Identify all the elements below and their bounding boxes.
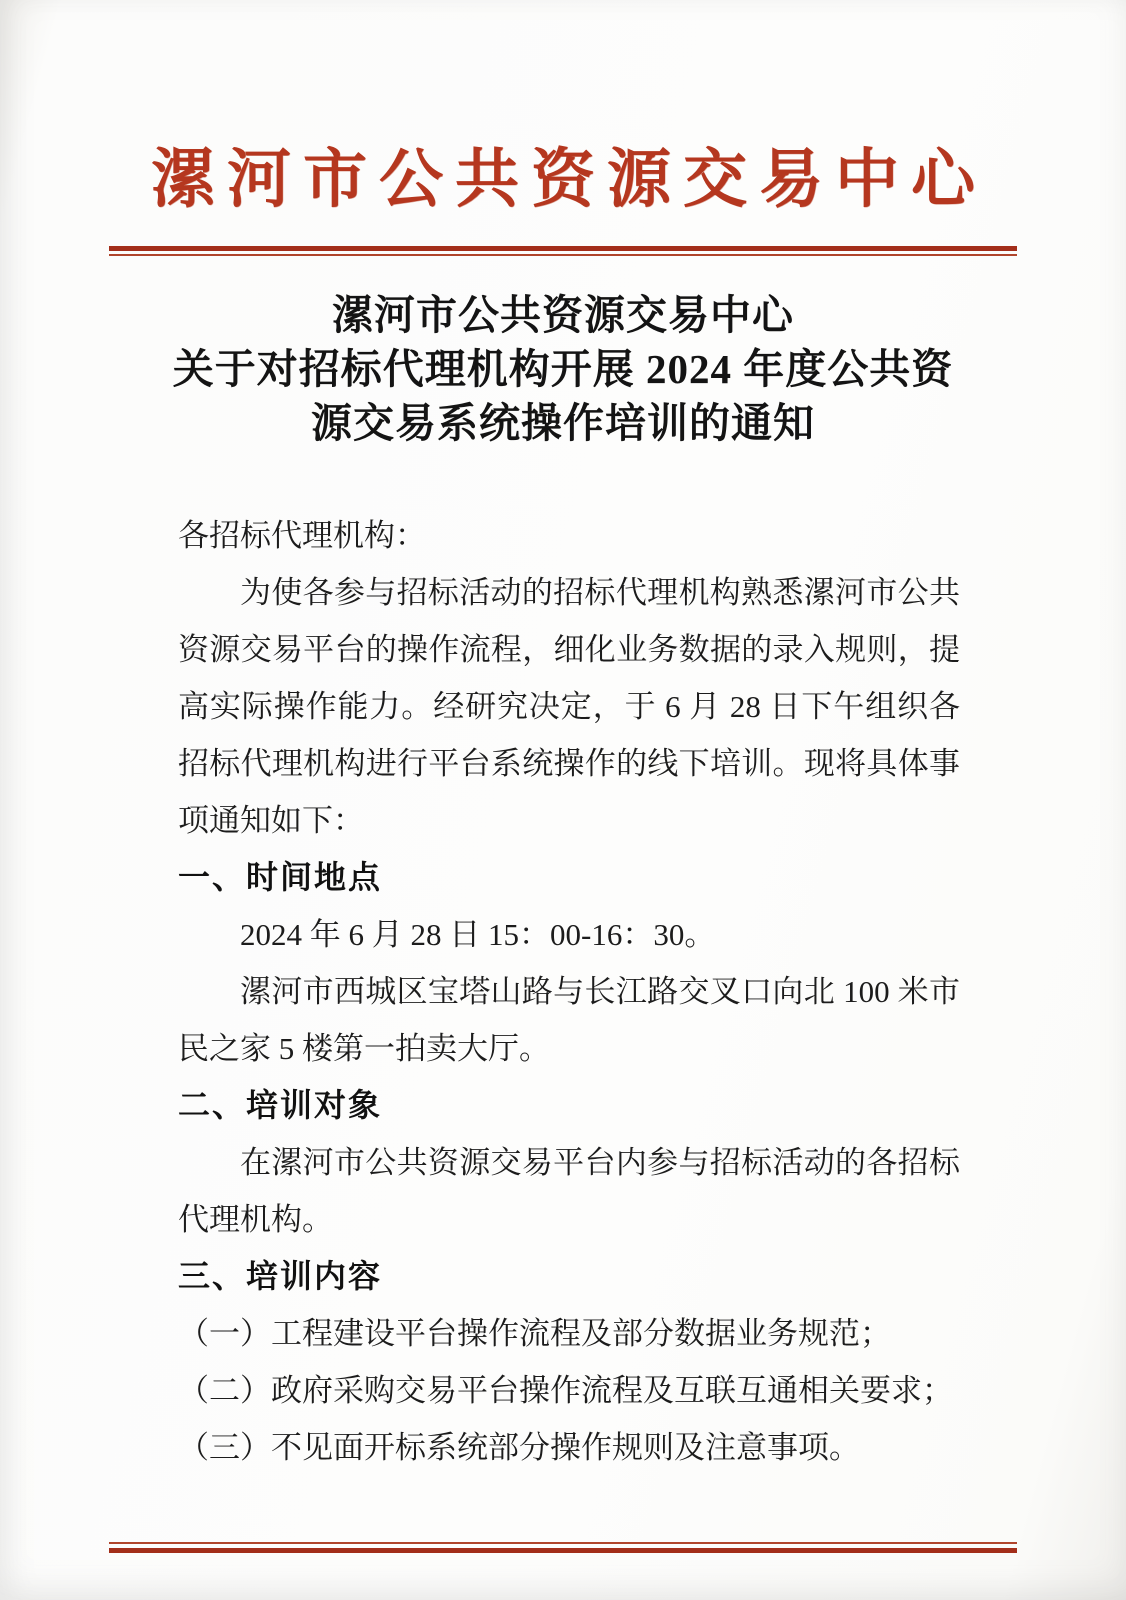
letterhead-rule <box>109 246 1017 256</box>
salutation: 各招标代理机构： <box>178 518 426 553</box>
document-body <box>178 507 960 1476</box>
letterhead-org-name: 漯河市公共资源交易中心 <box>151 144 987 215</box>
section-heading-time-place: 一、时间地点 <box>178 859 383 895</box>
document-title-line-1: 漯河市公共资源交易中心 <box>332 292 794 338</box>
content-item-2: （二）政府采购交易平台操作流程及互联互通相关要求； <box>178 1373 953 1408</box>
intro-paragraph: 为使各参与招标活动的招标代理机构熟悉漯河市公共资源交易平台的操作流程，细化业务数据的录入规则，提高实际操作能力。经研究决定，于 6 月 28 日下午组织各招标代理机构进行平台系统操作的线下培训。现将具体事项通知如下： <box>178 575 960 838</box>
document-title <box>0 288 1126 450</box>
content-item-3: （三）不见面开标系统部分操作规则及注意事项。 <box>178 1430 860 1465</box>
footer-rule <box>109 1542 1017 1553</box>
document-title-line-3: 源交易系统操作培训的通知 <box>311 400 815 446</box>
section-heading-training-audience: 二、培训对象 <box>178 1087 383 1123</box>
place-paragraph: 漯河市西城区宝塔山路与长江路交叉口向北 100 米市民之家 5 楼第一拍卖大厅。 <box>178 974 960 1066</box>
content-item-1: （一）工程建设平台操作流程及部分数据业务规范； <box>178 1316 891 1351</box>
section-heading-training-content: 三、培训内容 <box>178 1258 383 1294</box>
audience-paragraph: 在漯河市公共资源交易平台内参与招标活动的各招标代理机构。 <box>178 1145 960 1237</box>
time-paragraph: 2024 年 6 月 28 日 15：00-16：30。 <box>240 917 716 952</box>
document-title-line-2: 关于对招标代理机构开展 2024 年度公共资 <box>172 346 954 392</box>
